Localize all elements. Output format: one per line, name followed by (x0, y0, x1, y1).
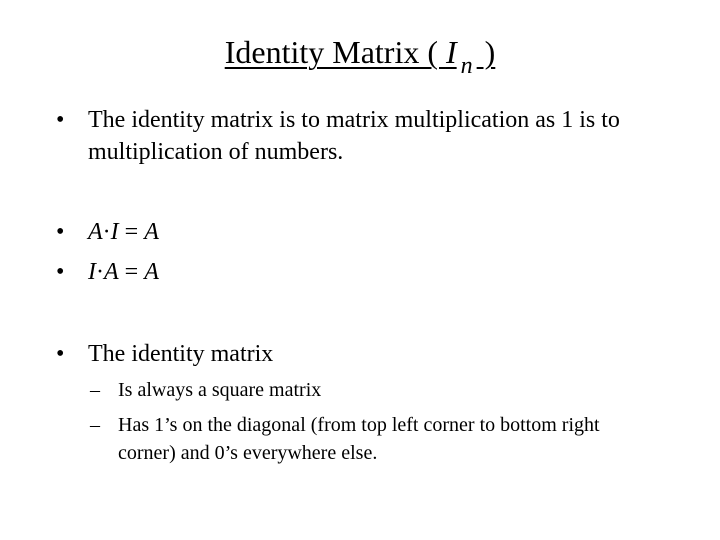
bullet-text: The identity matrix is to matrix multiplication as 1 is to multiplication of numbers. (88, 107, 620, 165)
bullet-marker: • (56, 341, 65, 367)
equation-result: A (144, 219, 159, 245)
subbullet-diagonal (90, 411, 670, 467)
bullet-marker: • (56, 107, 65, 133)
title-subscript: n (460, 53, 473, 79)
title-variable: I (445, 34, 457, 70)
bullet-identity-analogy (56, 104, 676, 168)
subbullet-text: Is always a square matrix (118, 379, 322, 401)
equation-ia (88, 256, 159, 288)
subbullet-marker: – (90, 414, 100, 436)
equation-right-operand: A (104, 259, 119, 285)
bullet-marker: • (56, 219, 65, 245)
title-prefix: Identity Matrix ( (224, 34, 446, 70)
equation-result: A (144, 259, 159, 285)
title-text (224, 34, 496, 79)
subbullet-marker: – (90, 379, 100, 401)
subbullet-square (90, 376, 650, 404)
equation-left-operand: A (88, 219, 103, 245)
bullet-text: The identity matrix (88, 341, 274, 367)
bullet-marker: • (56, 259, 65, 285)
equation-ai (88, 216, 159, 248)
bullet-equation-ai (56, 216, 356, 248)
title-suffix: ) (476, 34, 496, 70)
equation-dot: · (96, 259, 104, 285)
equation-right-operand: I (110, 219, 119, 245)
slide-title (0, 32, 720, 79)
bullet-equation-ia (56, 256, 356, 288)
bullet-identity-matrix (56, 338, 456, 370)
equation-left-operand: I (88, 259, 96, 285)
equation-equals: = (118, 259, 145, 285)
subbullet-text: Has 1’s on the diagonal (from top left corner to bottom right corner) and 0’s everywhere else. (118, 414, 600, 464)
equation-dot: · (102, 219, 111, 245)
equation-equals: = (118, 219, 145, 245)
